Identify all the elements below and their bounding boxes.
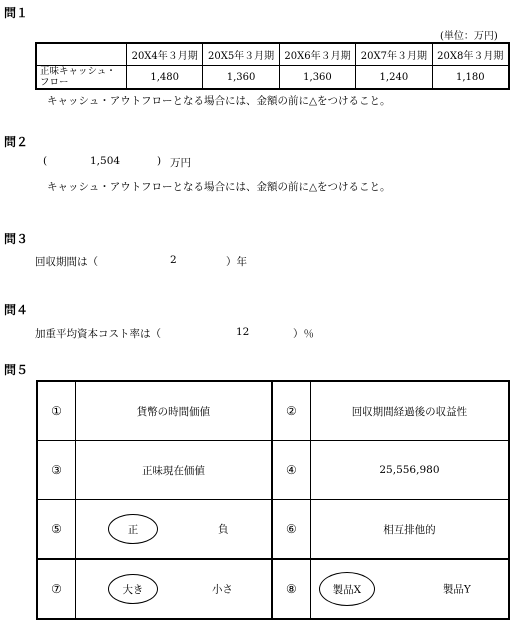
q2-note: キャッシュ・アウトフローとなる場合には、金額の前に△をつけること。	[47, 181, 391, 193]
table-row	[37, 500, 509, 560]
q4-heading: 問４	[4, 303, 29, 317]
value-cell: 1,480	[127, 66, 203, 90]
item-number: ⑧	[272, 559, 310, 619]
answer-cell: 回収期間経過後の収益性	[310, 381, 509, 441]
header-cell: 20X6年３月期	[279, 43, 355, 66]
answer-grid	[36, 380, 510, 620]
q3-heading: 問３	[4, 232, 29, 246]
selected-option: 大き	[122, 583, 144, 596]
table-row	[37, 381, 509, 441]
value-cell: 1,180	[432, 66, 509, 90]
q5-heading: 問５	[4, 363, 29, 377]
selected-option-circle	[108, 514, 158, 544]
item-number: ④	[272, 441, 310, 500]
selected-option: 製品X	[332, 583, 362, 596]
value-cell: 1,240	[356, 66, 432, 90]
header-cell: 20X5年３月期	[203, 43, 279, 66]
item-number: ③	[37, 441, 75, 500]
item-number: ②	[272, 381, 310, 441]
cashflow-table	[35, 42, 510, 90]
header-cell: 20X4年３月期	[127, 43, 203, 66]
q2-heading: 問２	[4, 135, 29, 149]
q4-label: 加重平均資本コスト率は（	[35, 328, 161, 340]
q2-value: 1,504	[90, 155, 121, 167]
table-row	[36, 66, 509, 90]
header-cell: 20X7年３月期	[356, 43, 432, 66]
q2-open-paren: (	[43, 155, 48, 167]
value-cell: 1,360	[279, 66, 355, 90]
choice-cell	[75, 559, 272, 619]
item-number: ⑦	[37, 559, 75, 619]
item-number: ⑥	[272, 500, 310, 560]
header-cell: 20X8年３月期	[432, 43, 509, 66]
unit-label: (単位：万円)	[440, 31, 498, 42]
choice-cell	[310, 559, 509, 619]
unselected-option: 製品Y	[442, 583, 471, 596]
answer-cell: 相互排他的	[310, 500, 509, 560]
q3-suffix: ）年	[226, 256, 247, 268]
selected-option-circle	[108, 574, 158, 604]
table-row	[37, 559, 509, 619]
q2-unit: 万円	[170, 157, 191, 169]
q3-label: 回収期間は（	[35, 256, 98, 268]
selected-option-circle	[319, 572, 375, 606]
answer-cell: 正味現在価値	[75, 441, 272, 500]
value-cell: 1,360	[203, 66, 279, 90]
table-row	[37, 441, 509, 500]
answer-cell: 貨幣の時間価値	[75, 381, 272, 441]
item-number: ⑤	[37, 500, 75, 560]
header-blank-cell	[36, 43, 127, 66]
selected-option: 正	[127, 523, 139, 536]
row-label: 正味キャッシュ・フロー	[36, 66, 127, 90]
q3-value: 2	[170, 254, 177, 266]
unselected-option: 小さ	[211, 583, 233, 596]
q2-close-paren: )	[157, 155, 162, 167]
unselected-option: 負	[217, 523, 229, 536]
table-header-row	[36, 43, 509, 66]
q1-heading: 問１	[4, 6, 29, 20]
item-number: ①	[37, 381, 75, 441]
q4-value: 12	[236, 326, 250, 338]
choice-cell	[75, 500, 272, 560]
q1-note: キャッシュ・アウトフローとなる場合には、金額の前に△をつけること。	[47, 95, 391, 107]
q4-suffix: ）％	[293, 328, 314, 340]
answer-cell: 25,556,980	[310, 441, 509, 500]
